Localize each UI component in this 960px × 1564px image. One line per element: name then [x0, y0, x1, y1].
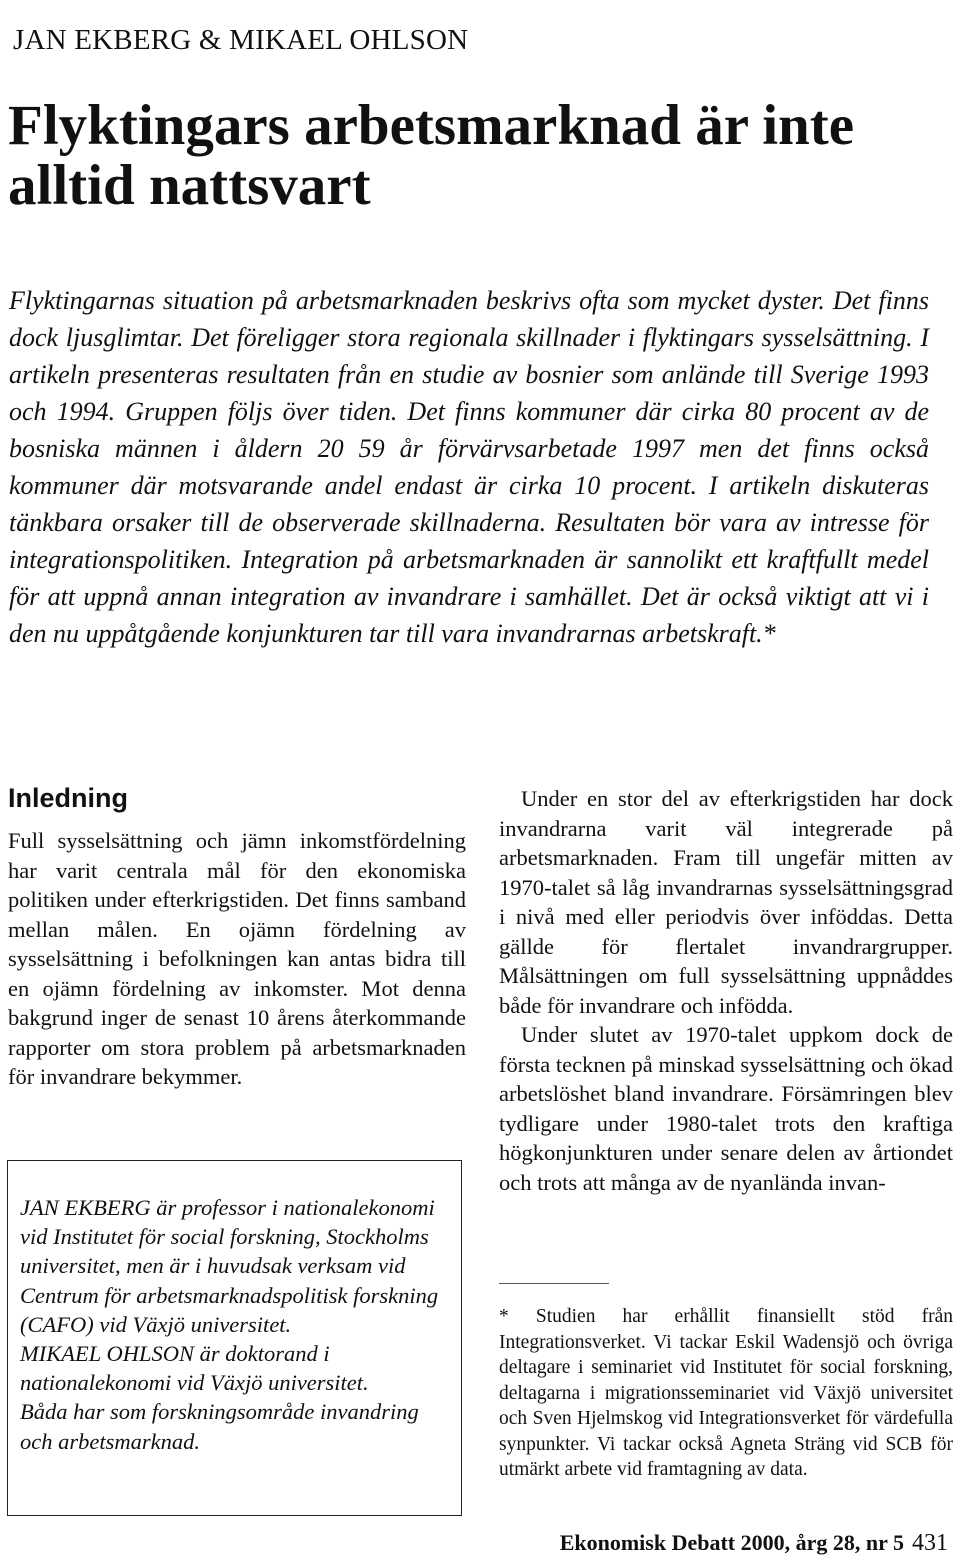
- bio-ekberg: JAN EKBERG är professor i nationalekonomi vid Institutet för social forskning, Stockholms universitet, men är i huvudsak verksam vid Centrum för arbetsmarknadspolitisk forskning (CAFO) vid Växjö universitet.: [20, 1195, 439, 1337]
- left-column: [8, 778, 466, 1092]
- bio-ohlson: MIKAEL OHLSON är doktorand i nationalekonomi vid Växjö universitet.: [20, 1341, 369, 1396]
- bio-research-area: Båda har som forskningsområde invandring och arbetsmarknad.: [20, 1399, 419, 1454]
- abstract: Flyktingarnas situation på arbetsmarknaden beskrivs ofta som mycket dyster. Det finns dock ljusglimtar. Det föreligger stora regionala skillnader i flyktingars sysselsättning. I artikeln presenteras resultaten från en studie av bosnier som anlände till Sverige 1993 och 1994. Gruppen följs över tiden. Det finns kommuner där cirka 80 procent av de bosniska männen i åldern 20 59 år förvärvsarbetade 1997 men det finns också kommuner där motsvarande andel endast är cirka 10 procent. I artikeln diskuteras tänkbara orsaker till de observerade skillnaderna. Resultaten bör vara av intresse för integrationspolitiken. Integration på arbetsmarknaden är sannolikt ett kraftfullt medel för att uppnå annan integration av invandrare i samhället. Det är också viktigt att vi i den nu uppåtgående konjunkturen tar till vara invandrarnas arbetskraft.*: [9, 286, 929, 648]
- journal-citation: Ekonomisk Debatt 2000, årg 28, nr 5: [559, 1530, 904, 1555]
- section-heading: Inledning: [8, 783, 128, 813]
- intro-paragraph: Full sysselsättning och jämn inkomstfördelning har varit centrala mål för den ekonomiska politiken under efterkrigstiden. Det finns samband mellan målen. En ojämn fördelning av sysselsättning i befolkningen kan antas bidra till en ojämn fördelning av inkomster. Mot denna bakgrund inger de senast 10 årens återkommande rapporter om stora problem på arbetsmarknaden för invandrare bekymmer.: [8, 828, 466, 1089]
- footnote-divider: [499, 1283, 609, 1284]
- footnote: * Studien har erhållit finansiellt stöd från Integrationsverket. Vi tackar Eskil Wadensjö och övriga deltagare i seminariet vid Institutet för social forskning, deltagarna i migrationsseminariet vid Växjö universitet och Sven Hjelmskog vid Integrationsverket för värdefulla synpunkter. Vi tackar också Agneta Sträng vid SCB för utmärkt arbete vid framtagning av data.: [499, 1306, 953, 1480]
- author-names: JAN EKBERG & MIKAEL OHLSON: [13, 24, 469, 56]
- right-paragraph-2: Under slutet av 1970-talet uppkom dock de första tecknen på minskad sysselsättning och ökad arbetslöshet bland invandrare. Försämringen blev tydligare under 1980-talet trots den kraftiga högkonjunkturen under senare delen av årtiondet och trots att många av de nyanlända invan-: [499, 1022, 953, 1195]
- page-footer: [560, 1530, 948, 1557]
- author-bio-box: [7, 1160, 462, 1516]
- right-paragraph-1: Under en stor del av efterkrigstiden har dock invandrarna varit väl integrerade på arbetsmarknaden. Fram till ungefär mitten av 1970-talet så låg invandrarnas sysselsättningsgrad i nivå med eller periodvis över inföddas. Detta gällde för flertalet invandrargrupper. Målsättningen om full sysselsättning uppnåddes både för invandrare och infödda.: [499, 786, 953, 1018]
- page-number: 431: [912, 1530, 948, 1556]
- article-title: Flyktingars arbetsmarknad är inte alltid nattsvart: [8, 94, 855, 217]
- right-column: [499, 784, 953, 1197]
